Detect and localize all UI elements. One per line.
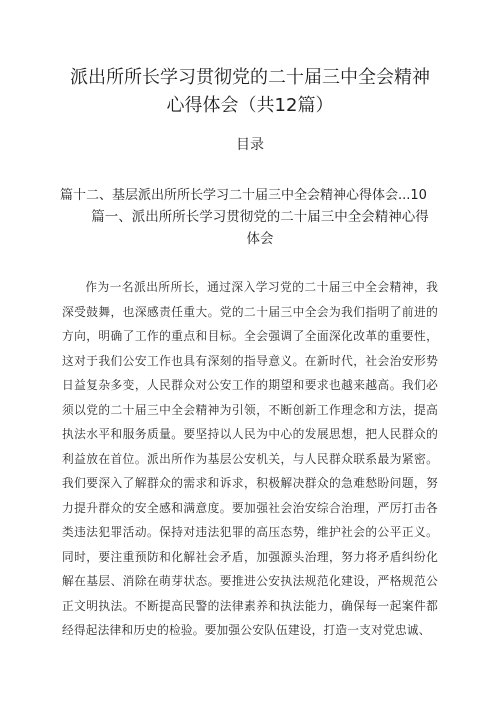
section-title-line1: 篇一、派出所所长学习贯彻党的二十届三中全会精神心得 [91, 209, 429, 225]
toc-entry[interactable]: 篇十二、基层派出所所长学习二十届三中全会精神心得体会...10 [60, 188, 427, 203]
section-title-line2: 体会 [246, 231, 274, 247]
document-title-line2: 心得体会（共12篇） [166, 95, 334, 116]
toc-heading: 目录 [236, 137, 264, 153]
document-title-line1: 派出所所长学习贯彻党的二十届三中全会精神 [70, 67, 430, 88]
body-paragraph: 作为一名派出所所长，通过深入学习党的二十届三中全会精神，我深受鼓舞，也深感责任重大。党的二十届三中全会为我们指明了前进的方向，明确了工作的重点和目标。全会强调了全面深化改革的重要性，这对于我们公安工作也具有深刻的指导意义。在新时代，社会治安形势日益复杂多变，人民群众对公安工作的期望和要求也越来越高。我们必须以党的二十届三中全会精神为引领，不断创新工作理念和方法，提高执法水平和服务质量。要坚持以人民为中心的发展思想，把人民群众的利益放在首位。派出所作为基层公安机关，与人民群众联系最为紧密。我们要深入了解群众的需求和诉求，积极解决群众的急难愁盼问题，努力提升群众的安全感和满意度。要加强社会治安综合治理，严厉打击各类违法犯罪活动。保持对违法犯罪的高压态势，维护社会的公平正义。同时，要注重预防和化解社会矛盾，加强源头治理，努力将矛盾纠纷化解在基层、消除在萌芽状态。要推进公安执法规范化建设，严格规范公正文明执法。不断提高民警的法律素养和执法能力，确保每一起案件都经得起法律和历史的检验。要加强公安队伍建设，打造一支对党忠诚、 [62, 280, 438, 637]
